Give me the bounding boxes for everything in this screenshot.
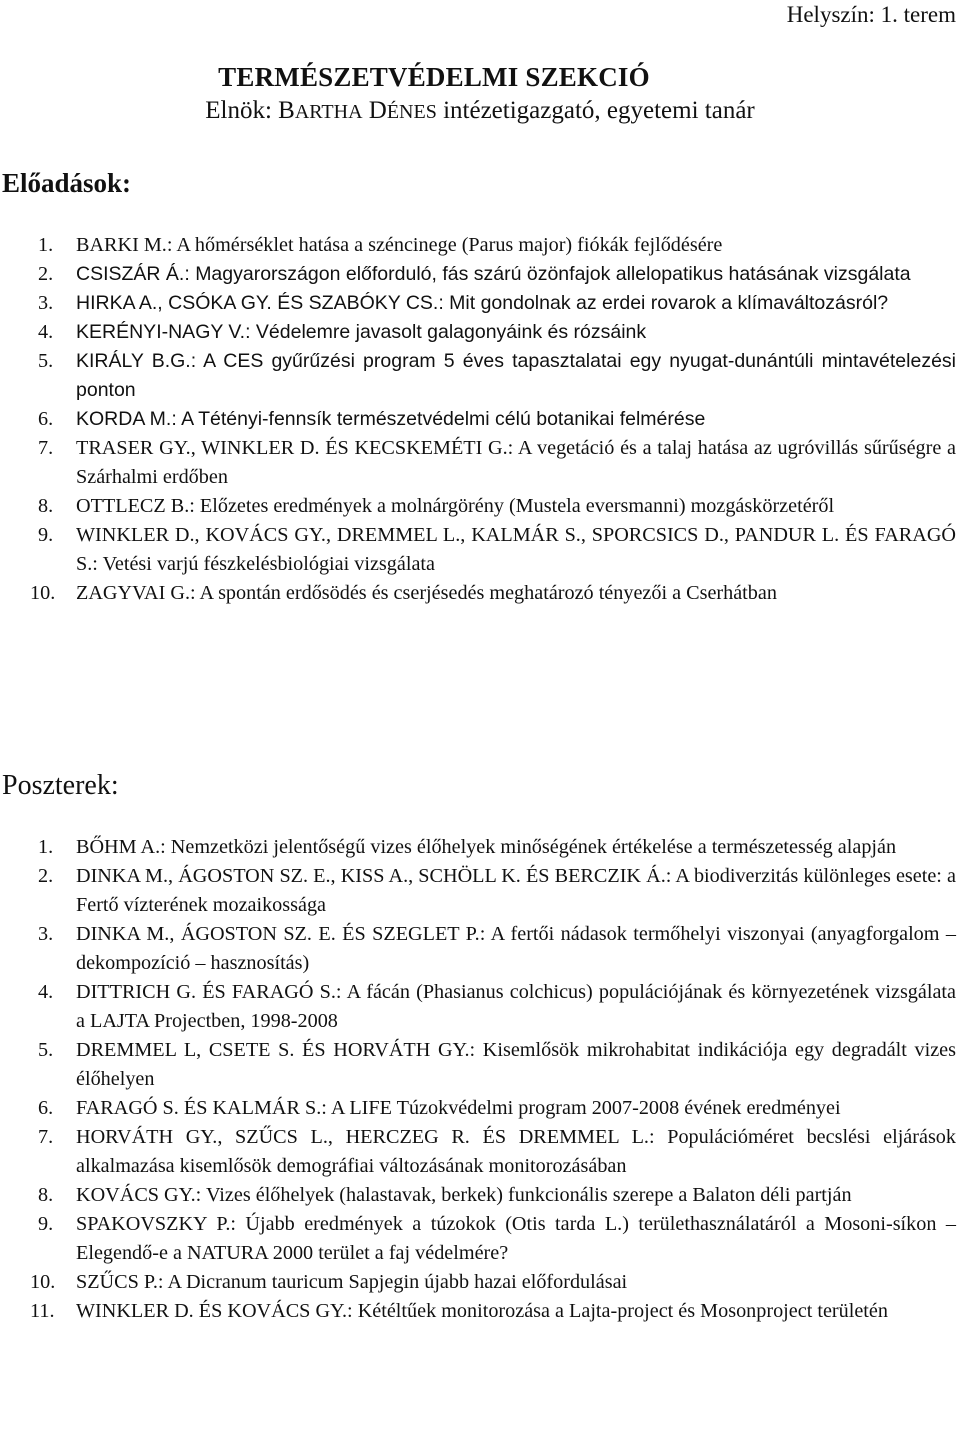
item-number: 8.: [38, 1184, 54, 1206]
lectures-list: [0, 231, 956, 608]
item-text: KIRÁLY B.G.: A CES gyűrűzési program 5 éves tapasztalatai egy nyugat-dunántúli mintavételezési ponton: [76, 350, 956, 401]
item-text: OTTLECZ B.: Előzetes eredmények a molnárgörény (Mustela eversmanni) mozgáskörzetéről: [76, 495, 835, 517]
item-text: DINKA M., ÁGOSTON SZ. E. ÉS SZEGLET P.: A fertői nádasok termőhelyi viszonyai (anyagforgalom – dekompozíció – hasznosítás): [76, 923, 956, 974]
item-text: CSISZÁR Á.: Magyarországon előforduló, fás szárú özönfajok allelopatikus hatásának vizsgálata: [76, 263, 911, 285]
item-text: KERÉNYI-NAGY V.: Védelemre javasolt galagonyáink és rózsáink: [76, 321, 647, 343]
lecture-item: [0, 318, 956, 347]
item-number: 6.: [38, 408, 54, 430]
item-text: BARKI M.: A hőmérséklet hatása a széncinege (Parus major) fiókák fejlődésére: [76, 234, 723, 256]
item-number: 1.: [38, 836, 54, 858]
item-number: 10.: [30, 1271, 56, 1293]
item-text: DITTRICH G. ÉS FARAGÓ S.: A fácán (Phasianus colchicus) populációjának és környezetének vizsgálata a LAJTA Projectben, 1998-2008: [76, 981, 956, 1032]
poster-item: [0, 1036, 956, 1094]
lecture-item: [0, 434, 956, 492]
poster-item: [0, 862, 956, 920]
location-label: Helyszín: 1. terem: [786, 2, 956, 27]
item-text: FARAGÓ S. ÉS KALMÁR S.: A LIFE Túzokvédelmi program 2007-2008 évének eredményei: [76, 1097, 841, 1119]
item-text: SPAKOVSZKY P.: Újabb eredmények a túzokok (Otis tarda L.) területhasználatáról a Mosoni-síkon – Elegendő-e a NATURA 2000 terület a faj védelmére?: [76, 1213, 956, 1264]
poster-item: [0, 1094, 956, 1123]
item-text: WINKLER D., KOVÁCS GY., DREMMEL L., KALMÁR S., SPORCSICS D., PANDUR L. ÉS FARAGÓ S.: Vetési varjú fészkelésbiológiai vizsgálata: [76, 524, 956, 575]
item-number: 3.: [38, 923, 54, 945]
posters-heading: Poszterek:: [2, 770, 119, 801]
item-text: KOVÁCS GY.: Vizes élőhelyek (halastavak, berkek) funkcionális szerepe a Balaton déli partján: [76, 1184, 852, 1206]
lecture-item: [0, 579, 956, 608]
item-number: 9.: [38, 524, 54, 546]
item-number: 1.: [38, 234, 54, 256]
poster-item: [0, 920, 956, 978]
lecture-item: [0, 521, 956, 579]
chair-given-initial: D: [362, 97, 387, 124]
item-text: DINKA M., ÁGOSTON SZ. E., KISS A., SCHÖLL K. ÉS BERCZIK Á.: A biodiverzitás különleges esete: a Fertő vízterének mozaikossága: [76, 865, 956, 916]
item-text: TRASER GY., WINKLER D. ÉS KECSKEMÉTI G.: A vegetáció és a talaj hatása az ugróvillás sűrűségre a Szárhalmi erdőben: [76, 437, 956, 488]
item-number: 5.: [38, 1039, 54, 1061]
item-number: 8.: [38, 495, 54, 517]
poster-item: [0, 1123, 956, 1181]
item-number: 2.: [38, 263, 54, 285]
lecture-item: [0, 231, 956, 260]
item-text: DREMMEL L, CSETE S. ÉS HORVÁTH GY.: Kisemlősök mikrohabitat indikációja egy degradált vizes élőhelyen: [76, 1039, 956, 1090]
item-number: 4.: [38, 321, 54, 343]
section-title: TERMÉSZETVÉDELMI SZEKCIÓ: [218, 62, 650, 92]
chair-surname-rest: ARTHA: [294, 101, 363, 123]
item-number: 5.: [38, 350, 54, 372]
lecture-item: [0, 492, 956, 521]
item-text: BŐHM A.: Nemzetközi jelentőségű vizes élőhelyek minőségének értékelése a természetesség alapján: [76, 836, 897, 858]
item-text: ZAGYVAI G.: A spontán erdősödés és cserjésedés meghatározó tényezői a Cserhátban: [76, 582, 777, 604]
poster-item: [0, 1181, 956, 1210]
poster-item: [0, 1268, 956, 1297]
posters-list: [0, 833, 956, 1326]
item-text: HIRKA A., CSÓKA GY. ÉS SZABÓKY CS.: Mit gondolnak az erdei rovarok a klímaváltozásról?: [76, 292, 889, 314]
chair-title: intézetigazgató, egyetemi tanár: [436, 97, 755, 124]
item-number: 11.: [30, 1300, 55, 1322]
chair-line: [0, 97, 960, 125]
poster-item: [0, 1210, 956, 1268]
item-number: 7.: [38, 437, 54, 459]
lecture-item: [0, 289, 956, 318]
item-number: 2.: [38, 865, 54, 887]
poster-item: [0, 1297, 956, 1326]
item-text: SZŰCS P.: A Dicranum tauricum Sapjegin újabb hazai előfordulásai: [76, 1271, 628, 1293]
item-number: 6.: [38, 1097, 54, 1119]
item-number: 7.: [38, 1126, 54, 1148]
chair-given-rest: ÉNES: [386, 101, 437, 123]
lecture-item: [0, 405, 956, 434]
item-number: 4.: [38, 981, 54, 1003]
lecture-item: [0, 260, 956, 289]
item-text: KORDA M.: A Tétényi-fennsík természetvédelmi célú botanikai felmérése: [76, 408, 706, 430]
lecture-item: [0, 347, 956, 405]
chair-prefix: Elnök: B: [205, 97, 295, 124]
item-text: HORVÁTH GY., SZŰCS L., HERCZEG R. ÉS DREMMEL L.: Populációméret becslési eljárások alkalmazása kisemlősök demográfiai változásának monitorozásában: [76, 1126, 956, 1177]
item-number: 10.: [30, 582, 56, 604]
poster-item: [0, 978, 956, 1036]
item-number: 3.: [38, 292, 54, 314]
poster-item: [0, 833, 956, 862]
item-number: 9.: [38, 1213, 54, 1235]
item-text: WINKLER D. ÉS KOVÁCS GY.: Kétéltűek monitorozása a Lajta-project és Mosonproject területén: [76, 1300, 888, 1322]
lectures-heading: Előadások:: [2, 168, 132, 198]
